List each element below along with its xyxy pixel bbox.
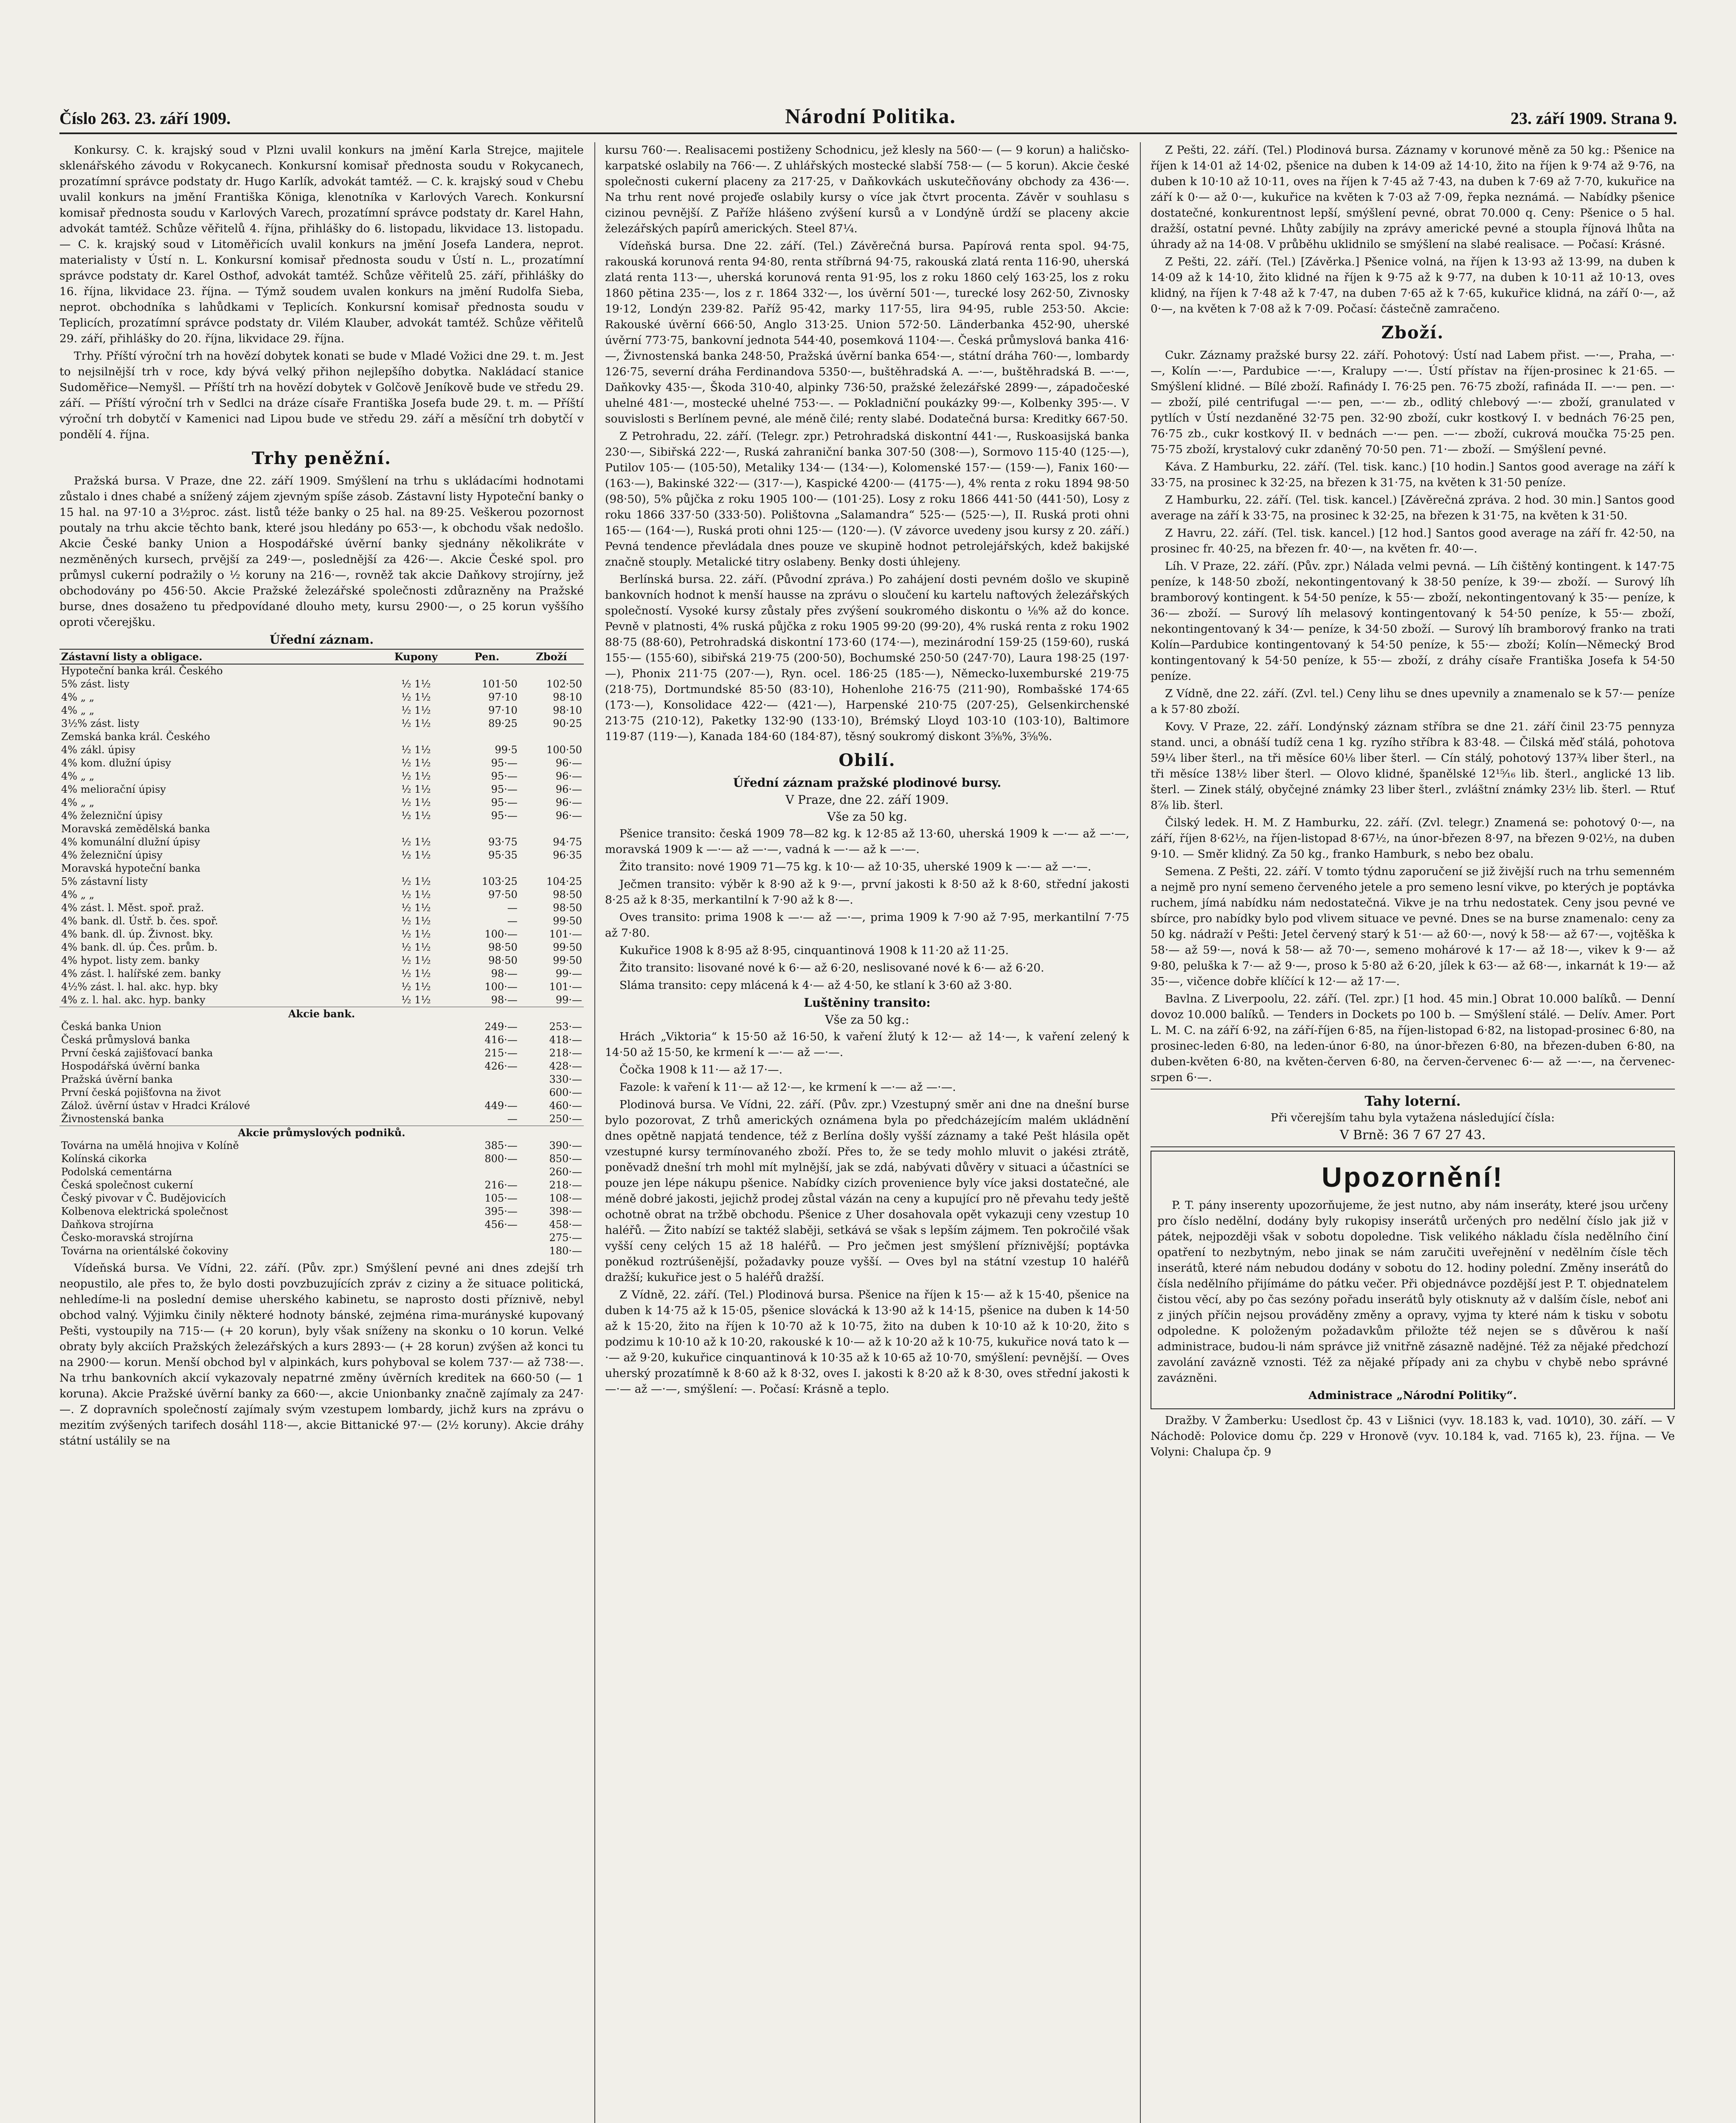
bond-name: 4% „ „ <box>61 770 95 782</box>
bond-pen <box>455 730 519 743</box>
column-2 <box>605 142 1129 2123</box>
bond-group-title-cell: Akcie bank. <box>59 1007 584 1021</box>
bond-name: První česká zajišťovací banka <box>61 1047 213 1059</box>
bond-name: Daňkova strojírna <box>61 1219 154 1230</box>
kava-hamburk-zaverka: Z Hamburku, 22. září. (Tel. tisk. kancel.) [Závěrečná zpráva. 2 hod. 30 min.] Santos good average na září k 33·75, na prosinec k 32·25, na březen k 31·75, na květen k 31·50. <box>1151 493 1675 522</box>
plodinova-bursa-viden: Plodinová bursa. Ve Vídni, 22. září. (Pův. zpr.) Vzestupný směr ani dne na dnešní burse bylo pozorovat, Z trhů amerických oznámena byla po předcházejícím malém ukládnění dnes opětně napjatá tendence, též z Berlína došly vyšší záznamy a také Pešt hlásila opět vzestupné kursy termínovaného zboží. Přes to, že se tedy mohlo mluvit o jakési ztrátě, poněvadž dnešní trh mohl mít mylnější, jak se zdá, nabývati důvěry v situaci a účastníci se pouze jen lépe nákupu pšenice. Nabídky cizích provenience byly více jaksi dostatečné, ale méně dobré jakosti, jejichž prodej zůstal vázán na ceny a kupující pro ně převahu tedy ještě ochotně obrat na tržbě obchodu. Pšenice z Uher dosahovala opět vykazuji ceny vzestup 10 haléřů. — Žito nabízí se taktéž slaběji, setkává se však s lepším zájmem. Ten pokročilé však vyšší ceny celých 15 až 18 haléřů. — Pro ječmen jest smýšlení příznivější; poptávka poněkud roztrúšenější, požadavky pouze vyšší. — Oves byl na státní vzestup 10 haléřů dražší; kukuřice jest o 5 haléřů dražší. <box>605 1098 1129 1284</box>
bond-name: Hospodářská úvěrní banka <box>61 1060 200 1072</box>
bond-zbozi: 458·— <box>549 1219 582 1230</box>
uredni-zaznam-heading: Úřední záznam. <box>269 633 374 647</box>
page-date-number: 23. září 1909. Strana 9. <box>1510 109 1677 128</box>
bond-zbozi: 90·25 <box>553 718 582 729</box>
bond-zbozi: 98·10 <box>553 691 582 703</box>
bond-name: První česká pojišťovna na život <box>61 1087 221 1098</box>
table-row <box>59 980 584 994</box>
table-row <box>59 1179 584 1192</box>
bond-kupony <box>377 730 455 743</box>
bond-pen <box>455 1166 519 1179</box>
bond-kupony: ½ 1½ <box>401 770 431 782</box>
bond-zbozi: 96·— <box>555 783 582 795</box>
bond-zbozi: 460·— <box>549 1100 582 1112</box>
bond-pen <box>455 862 519 875</box>
bond-pen: 101·50 <box>481 678 518 690</box>
bond-pen <box>455 1073 519 1086</box>
table-row <box>59 901 584 915</box>
bond-pen: 95·— <box>491 810 518 822</box>
bond-kupony <box>377 822 455 836</box>
bond-pen: 95·35 <box>488 849 518 861</box>
bond-zbozi: 418·— <box>549 1034 582 1046</box>
bond-kupony <box>377 1020 455 1033</box>
bond-zbozi: 96·35 <box>553 849 582 861</box>
bond-kupony <box>377 1245 455 1258</box>
lih-viden: Z Vídně, dne 22. září. (Zvl. tel.) Ceny lihu se dnes upevnily a znamenalo se k 57·— peníze a k 57·80 zboží. <box>1151 687 1675 716</box>
table-row <box>59 678 584 691</box>
upozorneni-text: P. T. pány inserenty upozorňujeme, že jest nutno, aby nám inseráty, které jsou určeny pro číslo nedělní, dodány byly rukopisy inserátů určených pro nedělní číslo jak již v pátek, nejpozději však v sobotu dopoledne. Tisk velikého nákladu čísla nedělního činí opatření to nezbytným, nebo jinak se nám zaručiti uveřejnění v nedělním čísle těch inserátů, které nám nebudou dodány v sobotu do 12. hodiny polední. Změny inserátů do čísla nedělního přijímáme do pátku večer. Při objednávce pozdější jest P. T. objednatelem čistou věcí, aby po čas sezóny pořadu inserátů byly otisknuty až v dalším čísle, neboť ani z jiných příčin nejsou prováděny změny a opravy, vyjma ty které nám k tisku v sobotu odpoledne. K položeným požadavkům přiložte též nejen se s důvěrou k naší administrace, budou-li nám správce již vnitřně zásazně nadějné. Též za nějaké předchozí zavolání zavázně vznosti. Též za nějaké případy ani za chybu v chybě nebo správné zavázněni. <box>1157 1199 1668 1385</box>
header-rule <box>59 132 1677 134</box>
table-row <box>59 1033 584 1047</box>
bond-zbozi: 96·— <box>555 770 582 782</box>
bond-name: Česko-moravská strojírna <box>61 1232 194 1244</box>
prazska-bursa-article: Pražská bursa. V Praze, dne 22. září 1909. Smýšlení na trhu s ukládacími hodnotami zůstalo i dnes chabé a snížený zájem zjevným spíše zásob. Zástavní listy Hypoteční banky o 15 hal. na 97·10 a 3½proc. zást. listů téže banky o 25 hal. na 89·25. Veškerou pozornost poutaly na trhu akcie těchto bank, které jsou hledány po 653·—, k obchodu však nedošlo. Akcie České banky Union a Hospodářské úvěrní banky sjednány několikráte v nezměněných kursech, prvější za 249·—, poslednější za 426·—. Akcie České spol. pro průmysl cukerní podražily o ½ koruny na 216·—, rovněž tak akcie Daňkovy strojírny, jež obchodovány po 456·50. Akcie Pražské železářské společnosti zdůrazněny na Pražské burse, dnes dosaženo tu předpovídané dlouho mety, kursu 2900·—, o 25 korun vyššího oproti včerejšku. <box>59 474 584 629</box>
bond-zbozi: 330·— <box>549 1073 582 1085</box>
bond-name: 4% zást. l. halířské zem. banky <box>61 968 221 980</box>
bond-name: Živnostenská banka <box>61 1113 164 1125</box>
bond-pen: 103·25 <box>481 876 518 887</box>
table-row <box>59 1047 584 1060</box>
jecmen-transito: Ječmen transito: výběr k 8·90 až k 9·—, první jakosti k 8·50 až k 8·60, střední jakosti 8·25 až k 8·35, merkantilní k 7·90 až k 8·—. <box>605 878 1129 907</box>
bavlna-article: Bavlna. Z Liverpoolu, 22. září. (Tel. zpr.) [1 hod. 45 min.] Obrat 10.000 balíků. — Denní dovoz 10.000 balíků. — Tenders in Dockets po 100 b. — Smýšlení stálé. — Delív. Amer. Port L. M. C. na září 6·92, na září-říjen 6·85, na říjen-listopad 6·82, na listopad-prosinec 6·80, na prosinec-leden 6·80, na leden-únor 6·80, na únor-březen 6·80, na březen-duben 6·80, na duben-květen 6·80, na květen-červen 6·80, na červen-červenec 6·— až —·—, na červenec-srpen 6·—. <box>1151 992 1675 1084</box>
bond-name: 4% bank. dl. úp. Živnost. bky. <box>61 928 213 940</box>
bond-pen: 456·— <box>484 1219 518 1230</box>
table-row <box>59 836 584 849</box>
bond-name: Moravská zemědělská banka <box>61 823 210 835</box>
bond-zbozi: 96·— <box>555 757 582 769</box>
section-rule <box>1151 1089 1675 1090</box>
bond-kupony <box>377 1047 455 1060</box>
table-row <box>59 691 584 704</box>
cukr-article: Cukr. Záznamy pražské bursy 22. září. Pohotový: Ústí nad Labem přist. —·—, Praha, —·—, Kolín —·—, Pardubice —·—, Kralupy —·—. Ústí přístav na říjen-prosinec k 21·65. — Smýšlení klidné. — Bílé zboží. Rafinády I. 76·25 pen. 76·75 zboží, rafináda II. —·— pen. —·— zboží, pilé centrifugal —·— pen, —·— zb., odlitý chlebový —·— zboží, granulated v pytlích v Ústí nezdaněné 32·75 pen. 32·90 zboží, cukr kostkový I. v bednách 76·25 pen, 76·75 zb., cukr kostkový II. v bednách —·— pen. —·— zboží, cukrová moučka 75·25 pen. 75·75 zboží, krystalový cukr zdaněný 70·50 pen. 71·— zboží. — Smýšlení pevné. <box>1151 349 1675 456</box>
bond-zbozi: 99·50 <box>553 941 582 953</box>
bond-pen: — <box>507 1113 518 1125</box>
fazole: Fazole: k vaření k 11·— až 12·—, ke krmení k —·— až —·—. <box>619 1081 956 1094</box>
bond-zbozi: 600·— <box>549 1087 582 1098</box>
plodinova-bursa-pest-zaverka: Z Pešti, 22. září. (Tel.) [Závěrka.] Pšenice volná, na říjen k 13·93 až 13·99, na duben k 14·09 až k 14·10, žito klidné na říjen k 9·75 až k 9·77, na duben k 10·11 až 10·13, oves klidný, na říjen k 7·48 až k 7·47, na duben 7·65 až k 7·65, kukuřice klidná, na září 0·—, až 0·—, na květen k 7·08 až k 7·09. Počasí: částečně zamračeno. <box>1151 255 1675 315</box>
bond-kupony: ½ 1½ <box>401 968 431 980</box>
table-row <box>59 994 584 1007</box>
table-row <box>59 730 584 743</box>
bond-name: Hypoteční banka král. Českého <box>61 665 223 677</box>
bond-name: 4% „ „ <box>61 889 95 901</box>
table-row <box>59 1086 584 1099</box>
table-row <box>59 1020 584 1033</box>
lusteniny-heading: Luštěniny transito: <box>804 996 931 1010</box>
bond-kupony: ½ 1½ <box>401 915 431 927</box>
tahy-text: Při včerejším tahu byla vytažena následující čísla: <box>1270 1111 1555 1124</box>
kava-hamburk: Káva. Z Hamburku, 22. září. (Tel. tisk. kanc.) [10 hodin.] Santos good average na září k 33·75, na prosinec k 32·25, na březen k 31·75, na květen k 31·50 peníze. <box>1151 460 1675 489</box>
bond-pen: 416·— <box>484 1034 518 1046</box>
bond-zbozi <box>519 862 584 875</box>
table-row <box>59 1205 584 1218</box>
table-row <box>59 770 584 783</box>
bond-name: Kolbenova elektrická společnost <box>61 1205 228 1217</box>
bond-name: 4% z. l. hal. akc. hyp. banky <box>61 994 205 1006</box>
bond-name: Továrna na orientálské čokoviny <box>61 1245 228 1257</box>
bond-kupony <box>377 1099 455 1112</box>
bond-name: Moravská hypoteční banka <box>61 862 201 874</box>
bond-name: 3½% zást. listy <box>61 718 140 729</box>
bond-pen <box>455 664 519 678</box>
bond-kupony <box>377 1033 455 1047</box>
table-row <box>59 915 584 928</box>
bond-zbozi: 218·— <box>549 1047 582 1059</box>
bond-zbozi: 101·— <box>549 981 582 993</box>
bond-kupony <box>377 1073 455 1086</box>
bond-zbozi: 98·10 <box>553 704 582 716</box>
bond-pen: 95·— <box>491 797 518 808</box>
newspaper-title: Národní Politika. <box>785 104 956 128</box>
bond-pen: 95·— <box>491 783 518 795</box>
table-row <box>59 954 584 967</box>
videnska-bursa-tel: Vídeňská bursa. Dne 22. září. (Tel.) Závěrečná bursa. Papírová renta spol. 94·75, rakouská korunová renta 94·80, renta stříbrná 94·75, rakouská zlatá renta 116·90, uherská zlatá renta 113·—, uherská korunová renta 91·95, los z roku 1860 celý 163·25, los z roku 1860 pětina 235·—, los z r. 1864 332·—, los úvěrní 501·—, turecké losy 262·50, Zivnosky 19·12, Londýn 239·82. Paříž 95·42, marky 117·55, lira 94·95, ruble 253·50. Akcie: Rakouské úvěrní 666·50, Anglo 313·25. Union 572·50. Länderbanka 452·90, uherské úvěrní 773·75, bankovní jednota 544·40, posemková 1104·—. Česká průmyslová banka 416·—, Živnostenská banka 248·50, Pražská úvěrní banka 654·—, státní dráha 760·—, lombardy 126·75, severní dráha Ferdinandova 5350·—, buštěhradská A. —·—, buštěhradská B. —·—, Daňkovky 435·—, Škoda 310·40, alpinky 736·50, pražské železářské 2899·—, západočeské uhelné 481·—, mostecké uhelné 753·—. — Pokladniční poukázky 99·—, Kolbenky 395·—. V souvislosti s Berlínem pevné, ale méně čilé; renty slabé. Dodatečná bursa: Kreditky 667·50. <box>605 239 1129 425</box>
column-divider <box>1140 142 1141 2123</box>
bond-name: 4% meliorační úpisy <box>61 783 166 795</box>
berlinska-bursa: Berlínská bursa. 22. září. (Původní zpráva.) Po zahájení dosti pevném došlo ve skupině bankovních hodnot k menší hausse na zprávu o sloučení ku kartelu naftových železářských společností. Vysoké kursy zůstaly přes zvýšení soukromého diskontu o ⅛% až do konce. Pevně v platnosti, 4% ruská půjčka z roku 1905 99·20 (99·20), 4% ruská renta z roku 1902 88·75 (88·60), Petrohradská diskontní 173·60 (174·—), mezinárodní 159·25 (159·60), ruská 155·— (155·60), sibiřská 219·75 (200·50), Bochumské 250·50 (247·70), Laura 198·25 (197·—), Phonix 211·75 (207·—), Ryn. ocel. 186·25 (185·—), Německo-luxemburské 219·75 (218·75), Dortmundské 85·50 (83·10), Hohenlohe 216·75 (211·90), Rombašské 174·65 (173·—), Konsolidace 422·— (421·—), Harpenské 210·75 (207·25), Gelsenkirchenské 213·75 (210·12), Paketky 132·90 (133·10), Brémský Lloyd 103·10 (103·10), Baltimore 119·87 (119·—), Kanada 184·60 (184·87), těsný soukromý diskont 3⅝%, 3⅝%. <box>605 573 1129 743</box>
bond-kupony: ½ 1½ <box>401 941 431 953</box>
bond-zbozi: 390·— <box>549 1140 582 1152</box>
table-row <box>59 1112 584 1126</box>
lih-praha: Líh. V Praze, 22. září. (Pův. zpr.) Nálada velmi pevná. — Líh čištěný kontingent. k 147·75 peníze, k 148·50 zboží, nekontingentovaný k 38·50 peníze, k 39·— zboží. — Surový líh bramborový kontingent. k 54·50 peníze, k 55·— zboží, nekontingentovaný k 35·— peníze, k 36·— zboží. — Surový líh melasový kontingentovaný k 54·50 peníze, k 55·— zboží, nekontingentovaný k 34·— peníze, k 34·50 zboží. — Surový líh bramborový franko na trati Kolín—Pardubice kontingentovaný k 54·50 peníze, k 55·— zboží; Kolín—Německý Brod kontingentovaný k 54·50 peníze, k 55·— zboží, z dráhy císaře Františka Josefa k 54·50 peníze. <box>1151 560 1675 683</box>
konkursy-article: Konkursy. C. k. krajský soud v Plzni uvalil konkurs na jmění Karla Strejce, majitele sklenářského závodu v Rokycanech. Konkursní komisař přednosta soudu v Rokycanech, prozatímní správce podstaty dr. Hugo Karlík, advokát tamtéž. — C. k. krajský soud v Chebu uvalil konkurs na jmění Františka Königa, klenotníka v Karlových Varech. Konkursní komisař přednosta soudu v Karlových Varech, prozatímní správce podstaty dr. Karel Hahn, advokát tamtéž. Schůze věřitelů 4. října, přihlášky do 6. listopadu, likvidace 13. listopadu. — C. k. krajský soud v Litoměřicích uvalil konkurs na jmění Josefa Landera, neprot. materialisty v Ústí n. L. Konkursní komisař přednosta soudu v Ústí n. L., prozatímní správce podstaty dr. Karel Osthof, advokát tamtéž. Schůze věřitelů 25. září, přihlášky do 16. října, likvidace 23. října. — Týmž soudem uvalen konkurs na jmění Rudolfa Sieba, neprot. obchodníka s lahůdkami v Teplicích. Konkursní komisař přednosta soudu v Teplicích, prozatímní správce podstaty dr. Vilém Klauber, advokát tamtéž. Schůze věřitelů 29. září, přihlášky do 20. října, likvidace 29. října. <box>59 144 584 345</box>
table-row <box>59 783 584 796</box>
table-row <box>59 862 584 875</box>
bond-zbozi: 98·50 <box>553 902 582 914</box>
bond-col-name: Zástavní listy a obligace. <box>59 649 377 664</box>
bond-zbozi: 100·50 <box>546 744 582 756</box>
bond-name: 4% bank. dl. úp. Čes. prům. b. <box>61 941 218 953</box>
bond-zbozi: 94·75 <box>553 836 582 848</box>
bond-zbozi: 96·— <box>555 797 582 808</box>
table-row <box>59 1166 584 1179</box>
bond-name: Česká společnost cukerní <box>61 1179 193 1191</box>
bond-kupony: ½ 1½ <box>401 981 431 993</box>
bond-zbozi: 99·50 <box>553 955 582 966</box>
table-row <box>59 796 584 809</box>
bond-pen: 89·25 <box>488 718 518 729</box>
bond-name: 5% zást. listy <box>61 678 129 690</box>
slama-transito: Sláma transito: cepy mlácená k 4·— až 4·50, ke stlaní k 3·60 až 3·80. <box>619 979 1012 992</box>
bond-kupony: ½ 1½ <box>401 744 431 756</box>
bond-pen: 95·— <box>491 757 518 769</box>
table-row <box>59 822 584 836</box>
bond-pen <box>455 1231 519 1245</box>
bond-kupony: ½ 1½ <box>401 876 431 887</box>
column-1 <box>59 142 584 2123</box>
bond-pen: 100·— <box>484 981 518 993</box>
cilsky-ledek: Čilský ledek. H. M. Z Hamburku, 22. září. (Zvl. telegr.) Znamená se: pohotový 0·—, na září, říjen 8·62½, na říjen-listopad 8·67½, na únor-březen 8·97, na březen 9·02½, na duben 9·10. — Směr klidný. Za 50 kg., franko Hamburk, s nebo bez obalu. <box>1151 816 1675 861</box>
table-row <box>59 1231 584 1245</box>
bond-pen: 97·10 <box>488 691 518 703</box>
bond-name: 4% zákl. úpisy <box>61 744 135 756</box>
tahy-loterni-heading: Tahy loterní. <box>1365 1093 1461 1109</box>
bond-kupony: ½ 1½ <box>401 902 431 914</box>
bond-kupony <box>377 1112 455 1126</box>
bond-zbozi: 96·— <box>555 810 582 822</box>
table-row <box>59 757 584 770</box>
trhy-article: Trhy. Příští výroční trh na hovězí dobytek konati se bude v Mladé Vožici dne 29. t. m. Jest to nejsilnější trh v roce, kdy bývá velký přihon nejlepšího dobytka. Nakládací stanice Sudoměřice—Nemyšl. — Příští trh na hovězí dobytek v Golčově Jeníkově bude ve středu 29. září. — Příští výroční trh v Sedlci na dráze císaře Františka Josefa bude 29. t. m. — Příští výroční trh dobytčí v Kamenici nad Lipou bude ve středu 29. září a měsíční trh dobytčí v pondělí 4. října. <box>59 349 584 441</box>
bond-name: 4% kom. dlužní úpisy <box>61 757 171 769</box>
bond-pen: 385·— <box>484 1140 518 1152</box>
bond-name: Český pivovar v Č. Budějovicích <box>61 1192 226 1204</box>
bond-kupony <box>377 1179 455 1192</box>
bond-pen <box>455 1245 519 1258</box>
bond-zbozi: 108·— <box>549 1192 582 1204</box>
table-row <box>59 928 584 941</box>
bond-table <box>59 649 584 1258</box>
table-row <box>59 1139 584 1152</box>
upozorneni-box <box>1151 1151 1675 1409</box>
bond-col-zbozi: Zboží <box>519 649 584 664</box>
bond-col-kupony: Kupony <box>377 649 455 664</box>
bond-pen: 99·5 <box>495 744 518 756</box>
oves-transito: Oves transito: prima 1908 k —·— až —·—, prima 1909 k 7·90 až 7·95, merkantilní 7·75 až 7·80. <box>605 911 1129 940</box>
bond-name: 4% komunální dlužní úpisy <box>61 836 200 848</box>
section-rule <box>1151 1146 1675 1147</box>
semena-article: Semena. Z Pešti, 22. září. V tomto týdnu zaporučení se již živější ruch na trhu semenném a nejmě pro nyní semeno červeného jetele a pro semeno lesní vikve, po kterých je poptávka ruchem, jímá nabídku nám nedostatečná. Vikve je na trhu nedostatek. Ceny jsou pevné ve sbírce, pro nabídky bylo pod vlivem situace ve pevné. Dnes se na burse znamenalo: ceny za 50 kg. nádraží v Pešti: Jetel červený starý k 51·— až 60·—, nový k 58·— až 67·—, vojtěška k 58·— až 59·—, nová k 58·— až 70·—, semeno mohárové k 17·— až 18·—, vikev k 9·— až 9·80, peluška k 7·— až 9·—, proso k 5·80 až 6·20, jílek k 63·— až 68·—, inkarnát k 19·— až 35·—, vičence dobře klíčící k 12·— až 17·—. <box>1151 865 1675 988</box>
bond-pen: 216·— <box>484 1179 518 1191</box>
bond-name: 4% „ „ <box>61 704 95 716</box>
bond-zbozi: 218·— <box>549 1179 582 1191</box>
bond-zbozi: 102·50 <box>546 678 582 690</box>
bond-kupony: ½ 1½ <box>401 691 431 703</box>
bond-pen: 426·— <box>484 1060 518 1072</box>
bond-kupony: ½ 1½ <box>401 994 431 1006</box>
bond-kupony <box>377 1218 455 1231</box>
table-row <box>59 717 584 730</box>
uredni-obili-heading: Úřední záznam pražské plodinové bursy. <box>733 776 1002 790</box>
bond-name: 4% zást. l. Měst. spoř. praž. <box>61 902 204 914</box>
cocka: Čočka 1908 k 11·— až 17·—. <box>619 1063 783 1076</box>
table-row <box>59 1192 584 1205</box>
bond-zbozi: 398·— <box>549 1205 582 1217</box>
bond-kupony <box>377 1192 455 1205</box>
table-row <box>59 875 584 888</box>
column-3 <box>1151 142 1675 2123</box>
bond-kupony: ½ 1½ <box>401 757 431 769</box>
bond-name: Zemská banka král. Českého <box>61 731 210 743</box>
bond-zbozi <box>519 664 584 678</box>
psenice-transito: Pšenice transito: česká 1909 78—82 kg. k 12·85 až 13·60, uherská 1909 k —·— až —·—, moravská 1909 k —·— až —·—, vadná k —·— až k —·—. <box>605 827 1129 856</box>
lusteniny-units: Vše za 50 kg.: <box>825 1013 909 1027</box>
bond-kupony <box>377 1166 455 1179</box>
bond-name: 5% zástavní listy <box>61 876 148 887</box>
bond-zbozi: 104·25 <box>546 876 582 887</box>
bond-kupony <box>377 1086 455 1099</box>
bond-zbozi: 250·— <box>549 1113 582 1125</box>
bond-kupony <box>377 1139 455 1152</box>
bond-name: 4% „ „ <box>61 797 95 808</box>
bond-pen: 98·50 <box>488 941 518 953</box>
bond-kupony: ½ 1½ <box>401 718 431 729</box>
trhy-penezni-heading: Trhy peněžní. <box>251 448 392 468</box>
kava-havre: Z Havru, 22. září. (Tel. tisk. kancel.) [12 hod.] Santos good average na září fr. 42·50, na prosinec fr. 40·25, na březen fr. 40·—, na květen fr. 40·—. <box>1151 527 1675 555</box>
tahy-numbers: V Brně: 36 7 67 27 43. <box>1339 1128 1486 1143</box>
bond-name: Kolínská cikorka <box>61 1153 147 1165</box>
bond-zbozi: 850·— <box>549 1153 582 1165</box>
bond-kupony: ½ 1½ <box>401 836 431 848</box>
bond-pen: 98·— <box>491 994 518 1006</box>
zito-transito: Žito transito: nové 1909 71—75 kg. k 10·— až 10·35, uherské 1909 k —·— až —·—. <box>619 860 1092 873</box>
bond-group-title <box>59 1007 584 1021</box>
bond-pen: 93·75 <box>488 836 518 848</box>
bond-zbozi: 428·— <box>549 1060 582 1072</box>
bond-zbozi: 101·— <box>549 928 582 940</box>
table-row <box>59 743 584 757</box>
bond-pen: 95·— <box>491 770 518 782</box>
uredni-obili-date: V Praze, dne 22. září 1909. <box>785 793 949 807</box>
bond-pen: 449·— <box>484 1100 518 1112</box>
admin-signature: Administrace „Národní Politiky“. <box>1308 1389 1517 1402</box>
bond-zbozi: 99·— <box>555 994 582 1006</box>
bond-kupony: ½ 1½ <box>401 889 431 901</box>
table-row <box>59 1245 584 1258</box>
hrach: Hrách „Viktoria“ k 15·50 až 16·50, k vaření žlutý k 12·— až 14·—, k vaření zelený k 14·50 až 15·50, ke krmení k —·— až —·—. <box>605 1030 1129 1059</box>
bond-name: Pražská úvěrní banka <box>61 1073 173 1085</box>
bond-pen: 249·— <box>484 1021 518 1033</box>
table-row <box>59 1099 584 1112</box>
bond-zbozi <box>519 822 584 836</box>
obili-units: Vše za 50 kg. <box>827 810 907 824</box>
drazby-article: Dražby. V Žamberku: Usedlost čp. 43 v Lišnici (vyv. 18.183 k, vad. 10⁄10), 30. září. — V Náchodě: Polovice domu čp. 229 v Hronově (vyv. 10.184 k, vad. 7165 k), 23. října. — Ve Volyni: Chalupa čp. 9 <box>1151 1414 1675 1459</box>
upozorneni-heading: Upozornění! <box>1322 1161 1504 1193</box>
column-divider <box>594 142 595 2123</box>
table-row <box>59 941 584 954</box>
obili-heading: Obilí. <box>838 750 896 770</box>
bond-zbozi: 180·— <box>549 1245 582 1257</box>
bond-zbozi: 275·— <box>549 1232 582 1244</box>
bond-kupony <box>377 1060 455 1073</box>
bond-pen <box>455 822 519 836</box>
kukurice: Kukuřice 1908 k 8·95 až 8·95, cinquantinová 1908 k 11·20 až 11·25. <box>619 944 1009 957</box>
table-row <box>59 849 584 862</box>
bond-name: 4% železniční úpisy <box>61 810 163 822</box>
bond-kupony <box>377 1152 455 1166</box>
bond-zbozi: 98·50 <box>553 889 582 901</box>
bond-pen: 97·10 <box>488 704 518 716</box>
bond-pen: 105·— <box>484 1192 518 1204</box>
table-row <box>59 809 584 822</box>
bond-pen: 97·50 <box>488 889 518 901</box>
seno-transito: Žito transito: lisované nové k 6·— až 6·20, neslisované nové k 6·— až 6·20. <box>619 961 1044 974</box>
bond-pen: — <box>507 915 518 927</box>
zbozi-heading: Zboží. <box>1381 323 1444 343</box>
bond-pen <box>455 1086 519 1099</box>
plodinova-bursa-pest: Z Pešti, 22. září. (Tel.) Plodinová bursa. Záznamy v korunové měně za 50 kg.: Pšenice na říjen k 14·01 až 14·02, pšenice na duben k 14·09 až 14·10, žito na říjen k 9·74 až 9·76, na duben k 10·10 až 10·11, oves na říjen k 7·45 až 7·43, na duben k 7·69 až 7·70, kukuřice na září k 0·— až 0·—, kukuřice na květen k 7·03 až 7·09, řepka neznámá. — Nabídky pšenice dostatečné, konkurentnost lepší, smýšlení pevné, obrat 70.000 q. Ceny: Pšenice o 5 hal. dražší, ostatní pevné. Lhůty zabíjily na zprávy americké pevné a stoupla říjnová lhůta na úhrady až na 14·08. V průběhu uklidnilo se smýšlení na slabé realisace. — Počasí: Krásné. <box>1151 144 1675 251</box>
bond-name: Česká průmyslová banka <box>61 1034 190 1046</box>
bond-name: 4% železniční úpisy <box>61 849 163 861</box>
bond-zbozi: 253·— <box>549 1021 582 1033</box>
plodinova-bursa-viden-tel: Z Vídně, 22. září. (Tel.) Plodinová bursa. Pšenice na říjen k 15·— až k 15·40, pšenice na duben k 14·75 až k 15·05, pšenice slovácká k 13·90 až k 14·15, pšenice na duben k 14·50 až k 15·20, žito na říjen k 10·70 až k 10·75, žito na duben k 10·10 až k 10·20, žito s podzimu k 10·10 až k 10·20, rakouské k 10·— až k 10·20 až k 10·75, kukuřice nová tato k —·— až 9·20, kukuřice cinquantinová k 10·35 až k 10·65 až 10·70, smýšlení: pevnější. — Oves uherský prozatímně k 8·60 až k 8·32, oves I. jakosti k 8·20 až k 8·30, oves střední jakosti k —·— až —·—, smýšlení: —. Počasí: Krásně a teplo. <box>605 1288 1129 1396</box>
table-row <box>59 664 584 678</box>
bond-name: 4% hypot. listy zem. banky <box>61 955 200 966</box>
bond-zbozi <box>519 730 584 743</box>
kovy-article: Kovy. V Praze, 22. září. Londýnský záznam stříbra se dne 21. září činil 23·75 pennyza stand. unci, a obnáší tudíž cena 1 kg. ryzího stříbra k 83·48. — Čilská měď stálá, pohotova 59¼ liber šterl., na tři měsíce 60⅛ liber šterl. — Cín stálý, pohotový 137¾ liber šterl., na tři měsíce 138½ liber šterl. — Olovo klidné, španělské 12¹⁵⁄₁₆ lib. šterl., anglické 13 lib. šterl. — Zinek stálý, obyčejné známky 23 liber šterl., zvláštní známky 23½ lib. šterl. — Rtuť 8⅞ lib. šterl. <box>1151 720 1675 812</box>
table-row <box>59 1152 584 1166</box>
petrohrad-bursa: Z Petrohradu, 22. září. (Telegr. zpr.) Petrohradská diskontní 441·—, Ruskoasijská banka 230·—, Sibiřská 222·—, Ruská zahraniční banka 307·50 (308·—), Sormovo 115·40 (125·—), Putilov 105·— (105·50), Metaliky 134·— (134·—), Kolomenské 157·— (159·—), Fanix 160·— (163·—), Bakinské 322·— (317·—), Kaspické 4200·— (4175·—), 4% renta z roku 1894 98·50 (98·50), 5% půjčka z roku 1905 100·— (101·25). Losy z roku 1866 441·50 (441·50), Losy z roku 1866 337·50 (333·50). Polištovna „Salamandra“ 525·— (525·—), II. Ruská proti ohni 165·— (164·—), Ruská proti ohni 125·— (120·—). (V závorce uvedeny jsou kursy z 20. září.) Pevná tendence převládala dnes pouze ve skupině hodnot petrolejářských, kdež bakijské značně stouply. Metalické titry oslabeny. Benky dosti úhlejeny. <box>605 430 1129 569</box>
bond-kupony: ½ 1½ <box>401 810 431 822</box>
page-header <box>59 99 1677 128</box>
bond-kupony: ½ 1½ <box>401 704 431 716</box>
bond-kupony: ½ 1½ <box>401 849 431 861</box>
table-row <box>59 1218 584 1231</box>
bond-kupony <box>377 1231 455 1245</box>
bond-kupony <box>377 664 455 678</box>
bond-kupony: ½ 1½ <box>401 928 431 940</box>
videnska-bursa-article: Vídeňská bursa. Ve Vídni, 22. září. (Pův. zpr.) Smýšlení pevné ani dnes zdejší trh neopustilo, ale přes to, že bylo dosti povzbuzujících zpráv z ciziny a že situace politická, nehledíme-li na poslední demise uherského kabinetu, se naprosto dosti příznivě, nebyl obchod valný. Výjimku činily některé hodnoty bánské, zejména rima-murányské kupovaný Pešti, vystoupily na 715·— (+ 20 korun), byly však sníženy na skonku o 10 korun. Velké obraty byly akciích Pražských železářských a kurs 2893·— (+ 28 korun) zvýšen až konci tu na 2900·— korun. Menší obchod byl v alpinkách, kurs pohyboval se kolem 737·— až 738·—. Na trhu bankovních akcií vykazovaly nepatrné změny úvěrních kreditek na 660·50 (— 1 koruna). Akcie Pražské úvěrní banky za 660·—, akcie Unionbanky značně zajímaly za 247·—. Z dopravních společností zajímaly svým vzestupem lombardy, jichž kurs na zprávu o mezitím zvýšených tarifech dosáhl 118·—, akcie Bittanické 97·— (2½ koruny). Akcie dráhy státní ustálily se na <box>59 1261 584 1447</box>
bond-name: 4% „ „ <box>61 691 95 703</box>
bond-kupony: ½ 1½ <box>401 797 431 808</box>
bond-col-pen: Pen. <box>455 649 519 664</box>
bursa-continuation: kursu 760·—. Realisacemi postiženy Schodnicu, jež klesly na 560·— (— 9 korun) a haličsko-karpatské oslabily na 766·—. Z uhlářských mostecké slabší 758·— (— 5 korun). Akcie české společnosti cukerní placeny za 217·25, v Daňkovkách uskutečňovány obchody za 436·—. Na trhu rent nové projeďe oslabily kursy o více jak čtvrt procenta. Závěr v souhlasu s cizinou pevnější. Z Paříže hlášeno zvýšení kursů a v Londýně úrdží se placeny akcie železářských papírů amerických. Steel 87¼. <box>605 144 1129 235</box>
bond-zbozi: 260·— <box>549 1166 582 1178</box>
bond-kupony: ½ 1½ <box>401 955 431 966</box>
bond-kupony: ½ 1½ <box>401 678 431 690</box>
table-row <box>59 967 584 980</box>
bond-pen: — <box>507 902 518 914</box>
bond-pen: 395·— <box>484 1205 518 1217</box>
bond-name: Česká banka Union <box>61 1021 162 1033</box>
issue-number-date: Číslo 263. 23. září 1909. <box>59 109 231 128</box>
bond-kupony <box>377 1205 455 1218</box>
bond-pen: 100·— <box>484 928 518 940</box>
bond-group-title-cell: Akcie průmyslových podniků. <box>59 1126 584 1140</box>
bond-zbozi: 99·— <box>555 968 582 980</box>
bond-pen: 98·50 <box>488 955 518 966</box>
table-row <box>59 704 584 717</box>
bond-pen: 98·— <box>491 968 518 980</box>
bond-name: 4% bank. dl. Ústř. b. čes. spoř. <box>61 915 218 927</box>
bond-pen: 800·— <box>484 1153 518 1165</box>
bond-name: Zálož. úvěrní ústav v Hradci Králové <box>61 1100 250 1112</box>
bond-group-title <box>59 1126 584 1140</box>
bond-name: 4½% zást. l. hal. akc. hyp. bky <box>61 981 218 993</box>
table-row <box>59 1060 584 1073</box>
bond-kupony <box>377 862 455 875</box>
table-row <box>59 888 584 901</box>
bond-zbozi: 99·50 <box>553 915 582 927</box>
bond-name: Továrna na umělá hnojiva v Kolíně <box>61 1140 239 1152</box>
bond-kupony: ½ 1½ <box>401 783 431 795</box>
table-row <box>59 1073 584 1086</box>
bond-name: Podolská cementárna <box>61 1166 172 1178</box>
bond-pen: 215·— <box>484 1047 518 1059</box>
